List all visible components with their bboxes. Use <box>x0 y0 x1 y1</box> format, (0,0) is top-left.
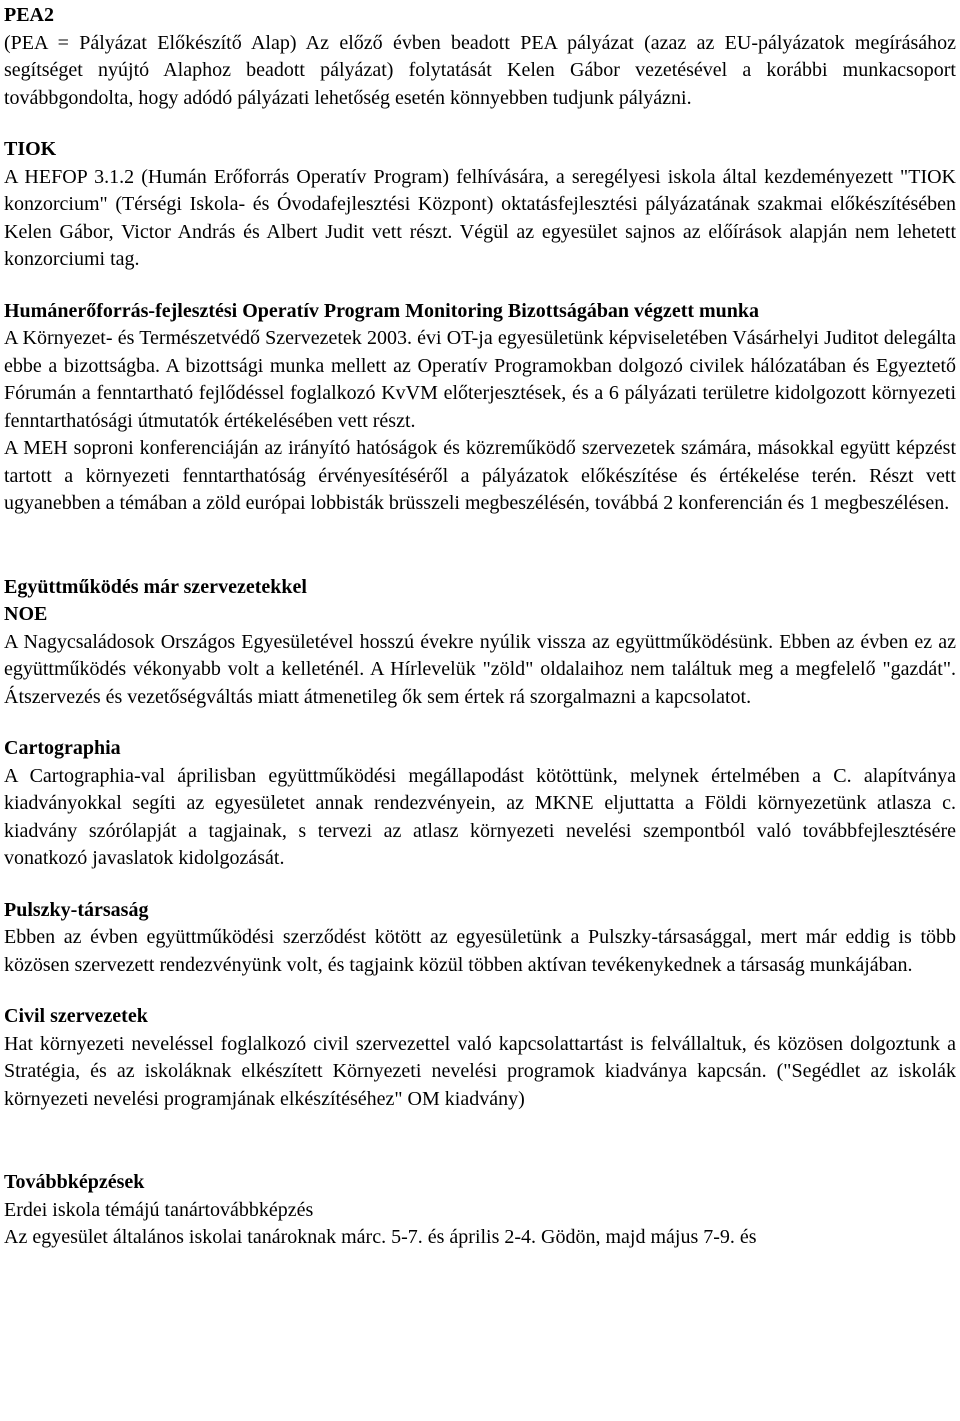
paragraph-hefop-monitoring-1: A Környezet- és Természetvédő Szervezetek 2003. évi OT-ja egyesületünk képviseletében Vásárhelyi Juditot delegálta ebbe a bizottságba. A bizottsági munka mellett az Operatív Programokban dolgozó civilek hálózatában és Egyeztető Fórumán a fenntartható fejlődéssel foglalkozó KvVM előterjesztések, és a 6 pályázati területre kidolgozott környezeti fenntarthatósági útmutatók értékelésében vett részt. <box>4 327 956 432</box>
subsection-cartographia <box>4 735 956 873</box>
heading-cartographia: Cartographia <box>4 737 121 759</box>
paragraph-civil: Hat környezeti neveléssel foglalkozó civil szervezettel való kapcsolattartást is felvállaltuk, és közösen dolgoztunk a Stratégia, és az iskoláknak elkészített Környezeti nevelési programok kiadványa kapcsán. ("Segédlet az iskolák környezeti nevelési programjának elkészítéséhez" OM kiadvány) <box>4 1032 956 1110</box>
heading-pea2: PEA2 <box>4 4 54 26</box>
section-training <box>4 1169 956 1252</box>
paragraph-hefop-monitoring-2: A MEH soproni konferenciáján az irányító hatóságok és közreműködő szervezetek számára, másokkal együtt képzést tartott a környezeti fenntarthatóság érvényesítéséről a pályázatok előkészítése és értékelése terén. Részt vett ugyanebben a témában a zöld európai lobbisták brüsszeli megbeszélésén, továbbá 2 konferencián és 1 megbeszélésen. <box>4 437 956 514</box>
heading-training: Továbbképzések <box>4 1171 145 1193</box>
section-pea2 <box>4 2 956 112</box>
paragraph-noe: A Nagycsaládosok Országos Egyesületével hosszú évekre nyúlik vissza az együttműködésünk. Ebben az évben ez az együttműködés vékonyabb volt a kelleténél. A Hírlevelük "zöld" oldalaihoz nem találtuk meg a megfelelő "gazdát". Átszervezés és vezetőségváltás miatt átmenetileg ők sem értek rá szorgalmazni a kapcsolatot. <box>4 630 956 708</box>
paragraph-tiok: A HEFOP 3.1.2 (Humán Erőforrás Operatív Program) felhívására, a seregélyesi iskola által kezdeményezett "TIOK konzorcium" (Térségi Iskola- és Óvodafejlesztési Központ) oktatásfejlesztési pályázatának szakmai előkészítésében Kelen Gábor, Victor András és Albert Judit vett részt. Végül az egyesület sajnos az előírások alapján nem lehetett konzorciumi tag. <box>4 165 956 270</box>
paragraph-cartographia: A Cartographia-val áprilisban együttműködési megállapodást kötöttünk, melynek értelmében a C. alapítványa kiadványokkal segíti az egyesületet annak rendezvényein, az MKNE eljuttatta a Földi környezetünk atlasza c. kiadvány szórólapját a tagjainak, s tervezi az atlasz környezeti nevelési szempontból való továbbfejlesztésére vonatkozó javaslatok kidolgozását. <box>4 764 956 869</box>
paragraph-training: Az egyesület általános iskolai tanároknak márc. 5-7. és április 2-4. Gödön, majd május 7-9. és <box>4 1226 757 1248</box>
heading-civil: Civil szervezetek <box>4 1005 148 1027</box>
heading-cooperation: Együttműködés már szervezetekkel <box>4 575 307 598</box>
heading-tiok: TIOK <box>4 138 57 160</box>
heading-noe: NOE <box>4 603 48 625</box>
paragraph-pulszky: Ebben az évben együttműködési szerződést kötött az egyesületünk a Pulszky-társasággal, mert már eddig is több közösen szervezett rendezvényünk volt, és tagjaink közül többen aktívan tevékenykednek a társaság munkájában. <box>4 926 956 976</box>
paragraph-pea2: (PEA = Pályázat Előkészítő Alap) Az előző évben beadott PEA pályázat (azaz az EU-pályázatok megírásához segítséget nyújtó Alaphoz beadott pályázat) folytatását Kelen Gábor vezetésével a korábbi munkacsoport továbbgondolta, hogy adódó pályázati lehetőség esetén könnyebben tudjunk pályázni. <box>4 31 956 109</box>
heading-hefop-monitoring: Humánerőforrás-fejlesztési Operatív Program Monitoring Bizottságában végzett munka <box>4 299 760 322</box>
training-subtitle: Erdei iskola témájú tanártovábbképzés <box>4 1198 314 1221</box>
section-tiok <box>4 136 956 274</box>
section-hefop-monitoring <box>4 298 956 518</box>
subsection-pulszky <box>4 897 956 980</box>
heading-pulszky: Pulszky-társaság <box>4 898 149 921</box>
document-page <box>4 2 956 1252</box>
subsection-noe <box>4 601 956 711</box>
section-cooperation <box>4 574 956 1114</box>
subsection-civil <box>4 1003 956 1113</box>
